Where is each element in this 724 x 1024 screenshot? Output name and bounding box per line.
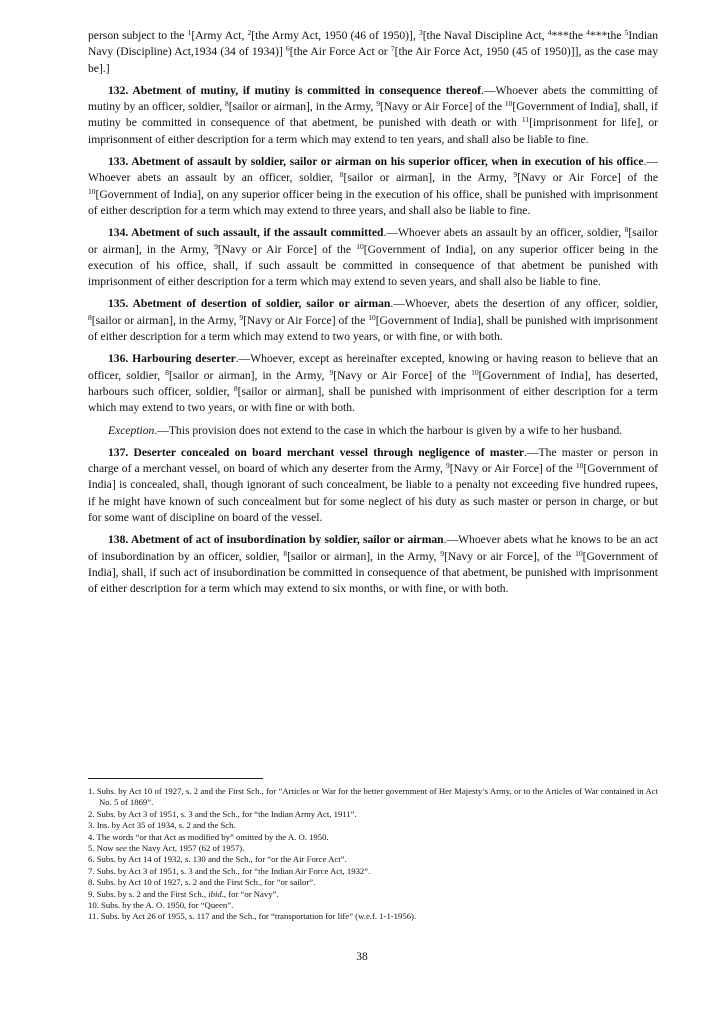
section-heading: 136. Harbouring deserter <box>108 352 236 366</box>
text: .—Whoever abets an assault by an officer, soldier, <box>88 155 658 185</box>
text: [Government of India], shall, if such act of insubordination be committed in consequence of that abetment, be punished with imprisonment of either description for a term which may extend to six months, or with fine, or with both. <box>88 549 659 596</box>
section-heading: 138. Abetment of act of insubordination by soldier, sailor or airman <box>108 533 444 547</box>
footnote: 11. Subs. by Act 26 of 1955, s. 117 and the Sch., for “transportation for life” (w.e.f. 1-1-1956). <box>88 911 417 922</box>
text: [sailor or airman], in the Army, <box>88 226 658 256</box>
text: [sailor or airman], in the Army, <box>91 313 240 327</box>
section-heading: 134. Abetment of such assault, if the assault committed <box>108 226 384 240</box>
text: [sailor or airman], in the Army, <box>169 368 330 382</box>
footnote-ref: 9 <box>446 461 450 471</box>
text: [sailor or airman], in the Army, <box>343 171 514 185</box>
footnotes <box>88 786 658 923</box>
footnote-ref: 4 <box>547 28 552 37</box>
text: [the Air Force Act or <box>289 45 391 59</box>
footnote-ref: 10 <box>471 367 479 377</box>
text: Indian Navy (Discipline) Act,1934 (34 of 1934)] <box>88 29 658 59</box>
section-heading: 137. Deserter concealed on board merchant vessel through negligence of master <box>108 445 524 459</box>
section-heading: 135. Abetment of desertion of soldier, sailor or airman <box>108 297 391 311</box>
footnote-ref: 8 <box>624 225 629 235</box>
document-body <box>88 28 658 604</box>
footnote-ref: 9 <box>513 170 518 180</box>
footnote-ref: 9 <box>329 367 334 377</box>
text: [Government of India] is concealed, shall, though ignorant of such concealment, be liable to a penalty not exceeding five hundred rupees, if he might have known of such concealment but for some neglect of his duty as such master or person in charge, or but for some want of discipline on board of the vessel. <box>88 462 658 525</box>
text: .—The master or person in charge of a merchant vessel, on board of which any deserter from the Army, <box>88 445 658 476</box>
footnote-ref: 1 <box>187 28 192 37</box>
footnote-ref: 9 <box>376 99 380 109</box>
continuation-paragraph <box>88 28 658 77</box>
text: ***the <box>589 29 625 42</box>
footnote: 6. Subs. by Act 14 of 1932, s. 130 and the Sch., for “or the Air Force Act”. <box>88 854 347 865</box>
text: [Navy or Air Force] of the <box>379 100 505 114</box>
section-136 <box>88 351 658 416</box>
text: .—Whoever abets the committing of mutiny by an officer, soldier, <box>88 83 659 114</box>
text: [sailor or airman], in the Army, <box>287 549 441 563</box>
footnote-ref: 8 <box>88 312 92 322</box>
text: 5. Now <box>88 843 116 854</box>
text: [Navy or Air Force] of the <box>217 242 357 256</box>
footnote <box>88 843 658 854</box>
footnote-ref: 4 <box>586 28 590 37</box>
section-133 <box>88 154 658 219</box>
footnote-ref: 10 <box>88 186 96 196</box>
footnote-ref: 8 <box>233 383 238 393</box>
footnote-ref: 3 <box>418 28 423 37</box>
exception-paragraph <box>88 423 658 439</box>
text: .—This provision does not extend to the case in which the harbour is given by a wife to her husband. <box>154 423 623 437</box>
footnote-ref: 11 <box>521 115 530 125</box>
footnote-ref: 8 <box>339 170 344 180</box>
footnote-ref: 9 <box>214 241 218 251</box>
footnote: 3. Ins. by Act 35 of 1934, s. 2 and the Sch. <box>88 820 236 831</box>
footnote-ref: 8 <box>225 99 229 109</box>
section-heading: 132. Abetment of mutiny, if mutiny is committed in consequence thereof <box>108 83 481 97</box>
text: [the Air Force Act, 1950 (45 of 1950)]], as the case may be].] <box>88 45 658 75</box>
text-italic: ibid <box>208 888 222 899</box>
text: [Navy or Air Force] of the <box>449 462 576 476</box>
text: .—Whoever, abets the desertion of any officer, soldier, <box>390 297 658 311</box>
footnote: 7. Subs. by Act 3 of 1951, s. 3 and the Sch., for “the Indian Air Force Act, 1932”. <box>88 865 371 876</box>
text: ***the <box>551 29 587 42</box>
footnote-ref: 10 <box>356 241 364 251</box>
text: [imprisonment for life], or imprisonment of either description for a term which may extend to ten years, and shall also be liable to fine. <box>88 116 658 146</box>
exception-label: Exception <box>108 423 155 437</box>
section-heading: 133. Abetment of assault by soldier, sailor or airman on his superior officer, when in execution of his office <box>108 155 644 169</box>
text: 9. Subs. by s. 2 and the First Sch., <box>88 888 209 899</box>
footnote-ref: 2 <box>247 28 252 37</box>
footnote: 10. Subs. by the A. O. 1950, for “Queen”. <box>88 900 234 911</box>
footnote-ref: 7 <box>390 44 395 54</box>
text: [Army Act, <box>191 29 248 42</box>
footnote-ref: 9 <box>440 548 445 558</box>
footnote-divider <box>88 778 263 779</box>
footnote-ref: 10 <box>575 548 583 558</box>
text: .—Whoever, except as hereinafter excepted, knowing or having reason to believe that an officer, soldier, <box>88 352 658 382</box>
section-132 <box>88 83 658 148</box>
text: .—Whoever abets what he knows to be an act of insubordination by an officer, soldier, <box>88 533 658 563</box>
text: [Government of India], on any superior officer being in the execution of his office, shall be punished with imprisonment of either description for a term which may extend to three years, and shall also be liable to fine. <box>88 187 658 217</box>
text: person subject to the <box>88 29 188 42</box>
text: [Navy or Air Force] of the <box>517 171 658 185</box>
text: ., for “or Navy”. <box>221 888 279 899</box>
text: the Navy Act, 1957 (62 of 1957). <box>126 843 245 854</box>
footnote-ref: 10 <box>575 461 584 471</box>
text-italic: see <box>115 843 127 854</box>
footnote-ref: 5 <box>624 28 629 37</box>
text: .—Whoever abets an assault by an officer, soldier, <box>383 226 625 240</box>
footnote: 8. Subs. by Act 10 of 1927, s. 2 and the First Sch., for “or sailor”. <box>88 877 316 888</box>
text: [Government of India], shall, if mutiny be committed in consequence of that abetment, be punished with death or with <box>88 100 658 130</box>
text: [Government of India], shall be punished with imprisonment of either description for a term which may extend to two years, or with fine, or with both. <box>88 313 658 344</box>
text: [sailor or airman], in the Army, <box>228 100 377 114</box>
footnote: 2. Subs. by Act 3 of 1951, s. 3 and the Sch., for “the Indian Army Act, 1911”. <box>88 808 357 819</box>
footnote-ref: 10 <box>368 312 376 322</box>
footnote-ref: 10 <box>504 99 513 109</box>
text: [Navy or Air Force] of the <box>333 368 472 382</box>
footnote-ref: 9 <box>239 312 244 322</box>
text: [the Naval Discipline Act, <box>422 29 548 42</box>
footnote-ref: 6 <box>286 44 290 54</box>
text: [sailor or airman], shall be punished with imprisonment of either description for a term which may extend to two years, or with fine or with both. <box>88 384 658 415</box>
footnote <box>88 889 658 900</box>
footnote-ref: 8 <box>165 367 170 377</box>
section-138 <box>88 532 658 597</box>
footnote: 4. The words “or that Act as modified by” omitted by the A. O. 1950. <box>88 831 329 842</box>
text: [the Army Act, 1950 (46 of 1950)], <box>251 29 419 42</box>
text: [Navy or Air Force] of the <box>243 313 369 327</box>
section-137 <box>88 445 658 526</box>
page-number: 38 <box>356 951 368 963</box>
text: [Government of India], has deserted, harbours such officer, soldier, <box>88 368 659 398</box>
text: [Navy or air Force], of the <box>444 549 576 563</box>
footnote: 1. Subs. by Act 10 of 1927, s. 2 and the First Sch., for “Articles or War for the better government of Her Majesty’s Army, or to the Articles of War contained in Act No. 5 of 1869”. <box>88 786 658 808</box>
text: [Government of India], on any superior officer being in the execution of his office, shall, if such assault be committed in consequence of that abetment be punished with imprisonment of either description for a term which may extend to seven years, and shall also be liable to fine. <box>88 242 658 289</box>
section-134 <box>88 225 658 290</box>
footnote-ref: 8 <box>283 548 288 558</box>
section-135 <box>88 296 658 345</box>
